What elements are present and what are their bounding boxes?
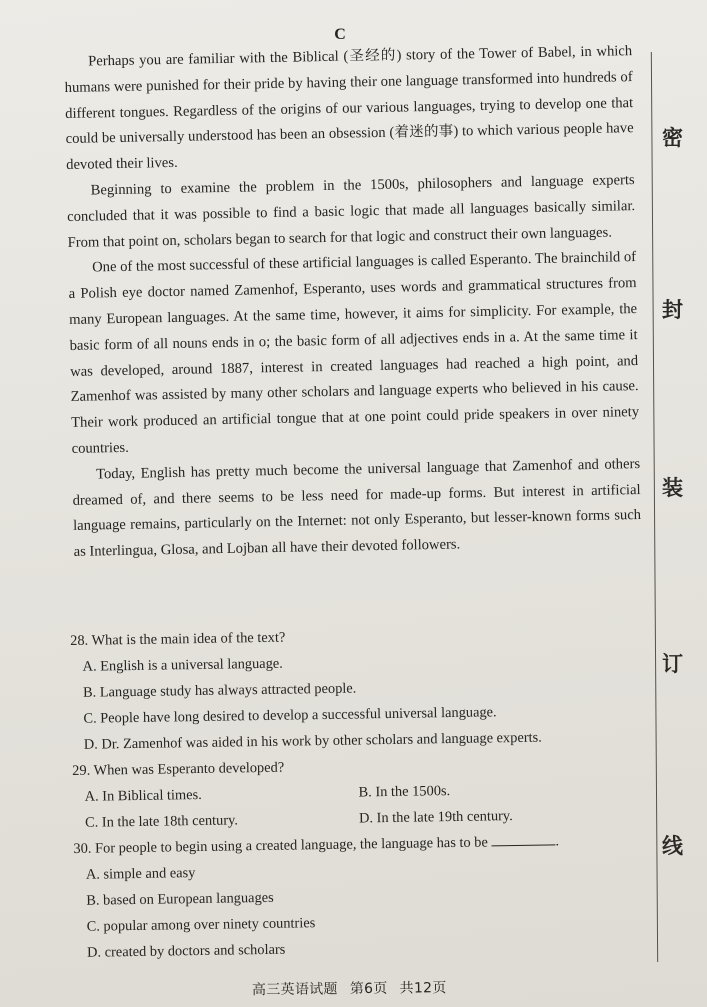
binding-label-feng: 封 (662, 298, 683, 322)
option-a: A. English is a universal language. (82, 655, 283, 675)
question-stem: 29. When was Esperanto developed? (72, 759, 285, 779)
footer-title: 高三英语试题 (251, 981, 338, 999)
binding-label-xian: 线 (662, 834, 683, 858)
footer-total-pages: 共12页 (399, 980, 447, 997)
passage-paragraph-2: Beginning to examine the problem in the 1500s, philosophers and language experts concluded that it was possible to find a basic logic that made all languages basically similar. From that point on, scholars began to search for that logic and construct their own languages. (67, 172, 636, 251)
option-d: D. Dr. Zamenhof was aided in his work by other scholars and language experts. (83, 729, 542, 753)
option-b: B. In the 1500s. (358, 783, 451, 801)
option-d: D. In the late 19th century. (358, 808, 513, 827)
page-footer (252, 977, 482, 999)
option-a: A. simple and easy (85, 865, 196, 883)
option-c: C. In the late 18th century. (84, 812, 239, 831)
question-29 (72, 749, 633, 836)
option-c: C. People have long desired to develop a successful universal language. (83, 704, 497, 727)
option-a: A. In Biblical times. (84, 786, 202, 805)
passage-paragraph-4: Today, English has pretty much become the universal language that Zamenhof and others dreamed of, and there seems to be less need for made-up forms. But interest in artificial language remains, particularly on the Internet: not only Esperanto, but lesser-known forms such as Interlingua, Glosa, and Lojban all have their devoted followers. (72, 455, 642, 561)
binding-label-mi: 密 (662, 126, 683, 150)
question-28 (70, 619, 632, 758)
option-b: B. Language study has always attracted people. (82, 680, 357, 701)
question-stem-end: . (555, 833, 560, 850)
passage-paragraph-3: One of the most successful of these artificial languages is called Esperanto. The brainchild of a Polish eye doctor named Zamenhof, Esperanto, uses words and grammatical structures from many European languages. At the same time, however, it aims for simplicity. For example, the basic form of all nouns ends in o; the basic form of all adjectives ends in a. At the same time it was developed, around 1887, interest in created languages had reached a high point, and Zamenhof was assisted by many other scholars and language experts who believed in his cause. Their work produced an artificial tongue that at one point could pride speakers in over ninety countries. (68, 249, 640, 457)
section-heading: C (334, 26, 346, 43)
question-stem: 28. What is the main idea of the text? (70, 629, 286, 649)
question-list (70, 619, 635, 966)
binding-label-zhuang: 装 (662, 476, 683, 500)
reading-passage (64, 39, 642, 566)
answer-blank (491, 830, 555, 846)
option-d: D. created by doctors and scholars (86, 941, 286, 961)
question-30 (73, 827, 635, 966)
option-c: C. popular among over ninety countries (86, 915, 316, 935)
option-b: B. based on European languages (86, 889, 274, 909)
binding-label-ding: 订 (662, 652, 683, 676)
question-stem-text: 30. For people to begin using a created language, the language has to be (73, 834, 488, 857)
footer-page-number: 第6页 (349, 980, 388, 998)
binding-line (651, 52, 658, 962)
passage-paragraph-1: Perhaps you are familiar with the Biblical (圣经的) story of the Tower of Babel, in which humans were punished for their pride by having their one language transformed into hundreds of different tongues. Regardless of the origins of our various languages, trying to develop one that could be universally understood has been an obsession (着迷的事) to which various people have devoted their lives. (64, 43, 634, 174)
